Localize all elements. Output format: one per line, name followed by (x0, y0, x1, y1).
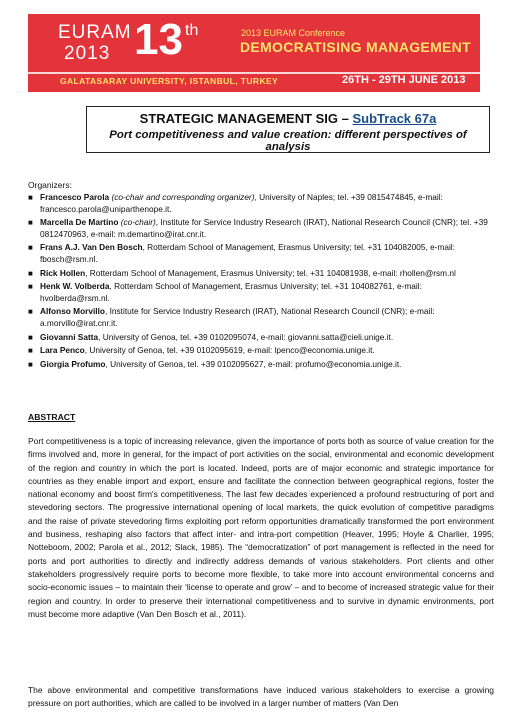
organizer-role: (co-chair) (120, 217, 156, 228)
bullet-icon: ■ (28, 359, 33, 369)
organizer-name: Lara Penco (40, 345, 85, 356)
organizers-label: Organizers: (28, 180, 72, 190)
abstract-paragraph-1: Port competitiveness is a topic of increasing relevance, given the importance of ports both as source of value creation for the firms involved and, more in general, for the impact of port activities on the social, environmental and economic development of the region and country in which the port is located. Indeed, ports are of major economic and strategic importance for countries as they enable import and export, ensure and facilitate the connection between geographical regions, foster the national economy and boost firm's competitiveness. The last few decades experienced a profound restructuring of port and stevedoring sectors. The progressive international opening of local markets, the quick evolution of competitive paradigms and the raise of private stevedoring firms exploiting port reform opportunities dramatically transformed the port environment and business, reshaping also factors that affect inter- and intra-port competition (Heaver, 1995; Hoyle & Charlier, 1995; Notteboom, 2002; Parola et al., 2012; Slack, 1985). The “democratization” of port management is reflected in the need for ports and port authorities to directly and indirectly address demands of various stakeholders. Port clients and other stakeholders progressively require ports to become more flexible, to take more into account environmental concerns and socio-economic issues – to maintain their ‘license to operate and grow’ – and to become of increased strategic value for their region and country. In order to preserve their international competitiveness and to survive in dynamic environments, port must become more adaptive (Van Den Bosch et al., 2011). (28, 436, 494, 619)
bullet-icon: ■ (28, 193, 33, 202)
list-item (28, 281, 488, 304)
organizer-name: Giorgia Profumo (40, 358, 106, 369)
bullet-icon: ■ (28, 282, 33, 292)
organizers-list (28, 192, 488, 372)
organizer-details: , Rotterdam School of Management, Erasmus University; tel. +31 104081938, e-mail: rhollen@rsm.nl (85, 267, 456, 278)
organizer-details: , Institute for Service Industry Research (IRAT), National Research Council (CNR); tel. +39 0812470963, e-mail: m.demartino@irat.cnr.it. (40, 217, 488, 239)
list-item (28, 268, 488, 280)
bullet-icon: ■ (28, 346, 33, 356)
organizer-name: Alfonso Morvillo (40, 306, 105, 317)
banner-dates: 26TH - 29TH JUNE 2013 (342, 74, 466, 86)
abstract-paragraph-2: The above environmental and competitive transformations have induced various stakeholders to exercise a growing pressure on port authorities, which are called to be involved in a larger number of matters (Van Den (28, 685, 494, 709)
conference-banner (28, 14, 480, 92)
banner-conference: 2013 EURAM Conference (241, 28, 346, 38)
organizer-details: , University of Genoa, tel. +39 0102095074, e-mail: giovanni.satta@cieli.unige.it. (98, 331, 394, 342)
banner-edition-number: 13 (134, 15, 183, 64)
title-main-text: STRATEGIC MANAGEMENT SIG – (139, 111, 349, 126)
list-item (28, 242, 488, 265)
subtrack-label: SubTrack 67a (352, 111, 437, 126)
list-item (28, 217, 488, 240)
list-item (28, 192, 488, 215)
bullet-icon: ■ (28, 243, 33, 253)
bullet-icon: ■ (28, 268, 33, 278)
organizer-name: Giovanni Satta (40, 331, 99, 342)
organizer-name: Frans A.J. Van Den Bosch (40, 242, 143, 253)
title-box (86, 106, 490, 153)
abstract-heading: ABSTRACT (28, 412, 76, 422)
organizer-details: , University of Genoa, tel. +39 0102095619, e-mail: lpenco@economia.unige.it. (84, 345, 375, 356)
bullet-icon: ■ (28, 307, 33, 317)
banner-edition-suffix: th (185, 22, 199, 39)
bullet-icon: ■ (28, 218, 33, 228)
banner-theme: DEMOCRATISING MANAGEMENT (240, 39, 471, 55)
organizer-role: (co-chair and corresponding organizer) (111, 192, 255, 202)
list-item (28, 306, 488, 329)
list-item (28, 345, 488, 357)
banner-euram: EURAM (58, 22, 132, 43)
bullet-icon: ■ (28, 332, 33, 342)
page-title (87, 111, 489, 126)
organizer-details: , Institute for Service Industry Research (IRAT), National Research Council (CNR); e-mail: a.morvillo@irat.cnr.it. (40, 306, 435, 328)
list-item (28, 359, 488, 371)
page-subtitle: Port competitiveness and value creation: different perspectives of analysis (109, 129, 467, 153)
organizer-details: , Rotterdam School of Management, Erasmus University; tel. +31 104082005, e-mail: fbosch@rsm.nl. (40, 242, 455, 264)
organizer-details: , Rotterdam School of Management, Erasmus University; tel. +31 104082761, e-mail: hvolberda@rsm.nl. (40, 281, 422, 303)
organizer-details: , University of Genoa, tel. +39 0102095627, e-mail: profumo@economia.unige.it. (105, 358, 402, 369)
organizer-details: , University of Naples; tel. +39 0815474845, e-mail: francesco.parola@uniparthenope.it. (40, 192, 443, 214)
organizer-name: Henk W. Volberda (40, 281, 110, 292)
banner-year: 2013 (64, 43, 111, 64)
organizer-name: Rick Hollen (40, 267, 86, 278)
banner-venue: GALATASARAY UNIVERSITY, ISTANBUL, TURKEY (60, 76, 279, 86)
organizer-name: Marcella De Martino (40, 217, 119, 228)
list-item (28, 332, 488, 344)
organizer-name: Francesco Parola (40, 192, 110, 202)
